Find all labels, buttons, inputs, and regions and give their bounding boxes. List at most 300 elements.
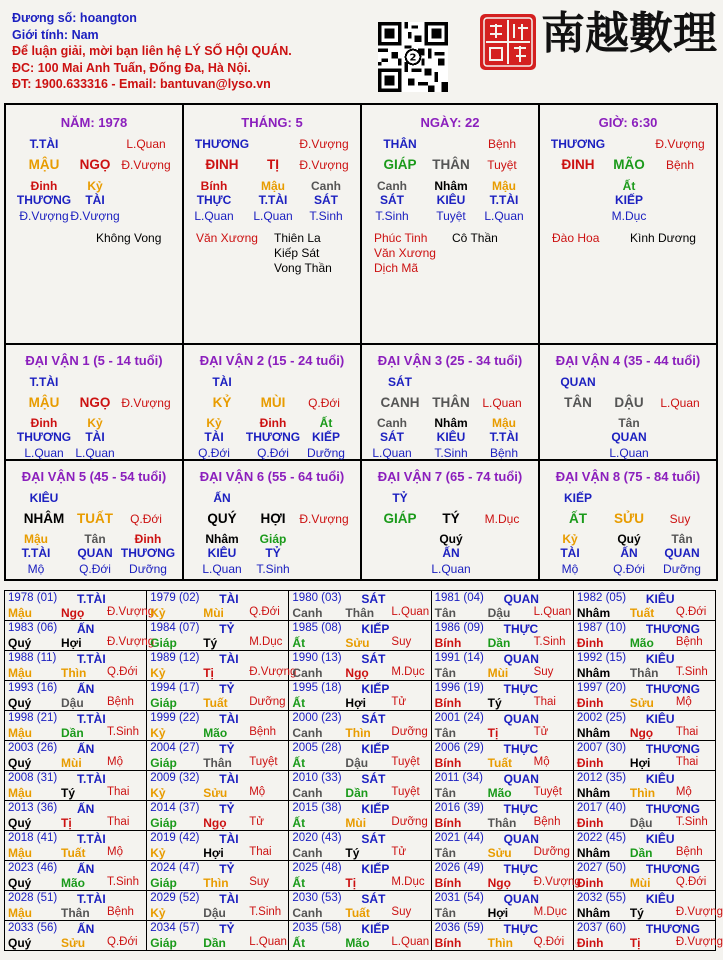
dai-van-top-god: KIÊU bbox=[29, 491, 59, 505]
hidden-god: SÁT bbox=[380, 430, 404, 444]
year-state: Đ.Vượng bbox=[533, 876, 581, 888]
star: Kiếp Sát bbox=[274, 246, 320, 260]
dai-van-state: L.Quan bbox=[660, 396, 700, 410]
year-stem: Tân bbox=[434, 906, 456, 920]
year-branch: Sửu bbox=[629, 696, 654, 710]
pillar-heavenly-stem: ĐINH bbox=[205, 157, 239, 172]
year-branch: Hợi bbox=[487, 906, 509, 920]
hidden-state: T.Sinh bbox=[434, 446, 468, 460]
dai-van-state: Đ.Vượng bbox=[299, 512, 349, 526]
year-god: TÀI bbox=[219, 892, 239, 906]
year-cell bbox=[574, 861, 716, 891]
dai-van-top-god: T.TÀI bbox=[29, 375, 59, 389]
year-branch: Dần bbox=[345, 786, 369, 800]
year-label: 1996 (19) bbox=[434, 682, 484, 694]
year-stem: Canh bbox=[292, 606, 323, 620]
year-state: Tử bbox=[249, 816, 264, 828]
year-branch: Tuất bbox=[203, 696, 228, 710]
year-label: 1990 (13) bbox=[292, 652, 342, 664]
year-cell bbox=[147, 831, 289, 861]
year-state: Dưỡng bbox=[533, 846, 570, 858]
hidden-god: KIÊU bbox=[207, 546, 237, 560]
hidden-state: Q.Đới bbox=[257, 446, 289, 460]
year-label: 2019 (42) bbox=[150, 832, 200, 844]
year-row bbox=[5, 801, 716, 831]
year-stem: Nhâm bbox=[576, 906, 611, 920]
hidden-god: KIÊU bbox=[436, 193, 466, 207]
year-state: Suy bbox=[249, 876, 270, 888]
year-stem: Tân bbox=[434, 666, 456, 680]
year-state: Tử bbox=[391, 846, 407, 858]
year-cell bbox=[147, 771, 289, 801]
year-branch: Dần bbox=[203, 936, 226, 950]
year-state: Mộ bbox=[107, 756, 123, 768]
year-label: 1982 (05) bbox=[576, 592, 627, 604]
year-cell bbox=[574, 891, 723, 921]
year-stem: Quý bbox=[8, 816, 32, 830]
year-label: 2017 (40) bbox=[576, 802, 627, 814]
year-branch: Thân bbox=[203, 756, 232, 770]
gender: Giới tính: Nam bbox=[12, 27, 99, 42]
year-god: THỰC bbox=[503, 862, 539, 876]
seal-stamp-icon bbox=[478, 12, 538, 72]
year-branch: Dậu bbox=[487, 606, 511, 620]
dai-van-state: Đ.Vượng bbox=[121, 396, 171, 410]
year-label: 2014 (37) bbox=[150, 802, 200, 814]
year-label: 1981 (04) bbox=[434, 592, 484, 604]
year-cell bbox=[147, 711, 289, 741]
year-stem: Kỷ bbox=[150, 906, 166, 920]
year-cell bbox=[5, 831, 147, 861]
hidden-stem: Mậu bbox=[261, 179, 285, 193]
pillar-top-god: THƯƠNG bbox=[550, 137, 606, 151]
hidden-state: Dưỡng bbox=[663, 562, 701, 576]
year-god: KIÊU bbox=[645, 772, 675, 786]
hidden-stem: Canh bbox=[377, 416, 407, 430]
dai-van-stem: ẤT bbox=[569, 511, 587, 526]
year-state: Đ.Vượng bbox=[107, 636, 155, 648]
hidden-stem: Đinh bbox=[259, 416, 287, 430]
year-god: TỶ bbox=[219, 742, 235, 756]
hidden-stem: Kỷ bbox=[87, 179, 103, 193]
pillar-top-god: THƯƠNG bbox=[194, 137, 250, 151]
year-god: KIẾP bbox=[361, 922, 390, 936]
year-cell bbox=[574, 621, 716, 651]
year-label: 1992 (15) bbox=[576, 652, 627, 664]
year-branch: Mão bbox=[345, 936, 370, 950]
hidden-god: THƯƠNG bbox=[16, 430, 72, 444]
year-label: 2036 (59) bbox=[434, 922, 484, 934]
year-branch: Hợi bbox=[203, 846, 224, 860]
dai-van-state: Q.Đới bbox=[308, 396, 340, 410]
dai-van-cell bbox=[540, 461, 718, 581]
year-label: 1991 (14) bbox=[434, 652, 484, 664]
year-god: TÀI bbox=[219, 832, 239, 846]
year-god: QUAN bbox=[503, 892, 539, 906]
year-stem: Bính bbox=[434, 696, 462, 710]
pillar-top-state: L.Quan bbox=[126, 137, 166, 151]
year-stem: Bính bbox=[434, 816, 462, 830]
hidden-god: KIÊU bbox=[436, 430, 466, 444]
year-label: 2020 (43) bbox=[292, 832, 342, 844]
year-state: Tử bbox=[391, 696, 407, 708]
year-cell bbox=[432, 681, 574, 711]
year-cell bbox=[5, 711, 147, 741]
year-branch: Dậu bbox=[629, 816, 653, 830]
year-stem: Ất bbox=[292, 636, 306, 650]
year-label: 2013 (36) bbox=[8, 802, 58, 814]
year-branch: Tuất bbox=[345, 906, 370, 920]
year-branch: Dậu bbox=[203, 906, 226, 920]
hidden-state: Q.Đới bbox=[613, 562, 645, 576]
year-cell bbox=[289, 891, 431, 921]
dai-van-title: ĐẠI VẬN 7 (65 - 74 tuổi) bbox=[377, 469, 523, 484]
year-state: M.Dục bbox=[533, 906, 567, 918]
dai-van-top-god: KIẾP bbox=[563, 491, 592, 505]
year-label: 2034 (57) bbox=[150, 922, 200, 934]
year-stem: Giáp bbox=[150, 876, 177, 890]
year-stem: Giáp bbox=[150, 816, 177, 830]
hidden-stem: Đinh bbox=[30, 179, 58, 193]
year-stem: Quý bbox=[8, 696, 32, 710]
hidden-state: L.Quan bbox=[194, 209, 234, 223]
dai-van-title: ĐẠI VẬN 4 (35 - 44 tuổi) bbox=[555, 353, 701, 368]
year-god: SÁT bbox=[361, 892, 386, 906]
year-branch: Sửu bbox=[61, 936, 86, 950]
year-god: SÁT bbox=[361, 652, 386, 666]
year-row bbox=[5, 741, 716, 771]
year-branch: Thìn bbox=[61, 666, 87, 680]
hidden-state: Q.Đới bbox=[79, 562, 111, 576]
dai-van-state: M.Dục bbox=[484, 512, 520, 526]
pillar-earthly-branch: THÂN bbox=[432, 157, 470, 172]
year-row bbox=[5, 861, 716, 891]
year-stem: Tân bbox=[434, 786, 456, 800]
year-label: 1987 (10) bbox=[576, 622, 627, 634]
year-branch: Mùi bbox=[345, 816, 367, 830]
dai-van-grid bbox=[4, 343, 718, 581]
year-cell bbox=[289, 801, 431, 831]
pillar-top-god: T.TÀI bbox=[29, 137, 59, 151]
year-label: 2004 (27) bbox=[150, 742, 200, 754]
year-state: T.Sinh bbox=[107, 876, 139, 888]
year-cell bbox=[432, 591, 574, 621]
hidden-god: T.TÀI bbox=[21, 546, 51, 560]
year-branch: Sửu bbox=[203, 786, 228, 800]
hidden-god: T.TÀI bbox=[489, 430, 519, 444]
year-stem: Mậu bbox=[8, 846, 32, 860]
hidden-god: THƯƠNG bbox=[245, 430, 301, 444]
dai-van-title: ĐẠI VẬN 5 (45 - 54 tuổi) bbox=[21, 469, 167, 484]
year-cell bbox=[147, 741, 289, 771]
hidden-god: TÀI bbox=[204, 430, 224, 444]
star-red: Phúc Tinh bbox=[374, 231, 428, 245]
hidden-god: KIẾP bbox=[614, 193, 643, 207]
year-label: 2029 (52) bbox=[150, 892, 200, 904]
pillar-branch-state: Đ.Vượng bbox=[299, 158, 349, 172]
year-state: T.Sinh bbox=[249, 906, 282, 918]
year-label: 2023 (46) bbox=[8, 862, 58, 874]
year-label: 1984 (07) bbox=[150, 622, 200, 634]
year-branch: Mão bbox=[629, 636, 654, 650]
year-branch: Thìn bbox=[629, 786, 656, 800]
year-god: T.TÀI bbox=[77, 592, 106, 606]
year-cell bbox=[432, 621, 574, 651]
year-state: M.Dục bbox=[391, 666, 425, 678]
hidden-stem: Quý bbox=[617, 532, 641, 546]
year-branch: Tị bbox=[345, 876, 357, 890]
hidden-god: T.TÀI bbox=[258, 193, 288, 207]
dai-van-stem: MẬU bbox=[28, 395, 60, 410]
pillar-heavenly-stem: GIÁP bbox=[383, 157, 417, 172]
year-branch: Tý bbox=[203, 636, 218, 650]
year-state: Bệnh bbox=[675, 846, 703, 858]
year-label: 2005 (28) bbox=[292, 742, 342, 754]
hidden-state: L.Quan bbox=[75, 446, 115, 460]
star-red: Dịch Mã bbox=[374, 261, 419, 275]
year-stem: Đinh bbox=[576, 816, 604, 830]
year-god: TỶ bbox=[219, 802, 235, 816]
star-red: Văn Xương bbox=[196, 231, 258, 245]
year-state: Q.Đới bbox=[107, 666, 138, 678]
yearly-table bbox=[4, 590, 723, 951]
year-god: THỰC bbox=[503, 922, 539, 936]
dai-van-top-god: SÁT bbox=[388, 375, 412, 389]
year-cell bbox=[289, 621, 431, 651]
year-god: KIẾP bbox=[361, 802, 390, 816]
year-state: L.Quan bbox=[533, 606, 572, 618]
hidden-stem: Tân bbox=[618, 416, 640, 430]
dai-van-cell bbox=[6, 345, 184, 461]
year-label: 2024 (47) bbox=[150, 862, 200, 874]
dai-van-cell bbox=[362, 461, 540, 581]
year-god: THƯƠNG bbox=[645, 862, 700, 876]
year-label: 2010 (33) bbox=[292, 772, 342, 784]
year-stem: Canh bbox=[292, 786, 323, 800]
year-label: 2015 (38) bbox=[292, 802, 342, 814]
year-label: 2000 (23) bbox=[292, 712, 342, 724]
hidden-stem: Bính bbox=[200, 179, 228, 193]
year-god: KIẾP bbox=[361, 862, 390, 876]
year-state: L.Quan bbox=[391, 606, 430, 618]
year-cell bbox=[574, 591, 716, 621]
year-god: ẤN bbox=[77, 622, 95, 636]
year-stem: Bính bbox=[434, 936, 462, 950]
hidden-stem: Quý bbox=[439, 532, 463, 546]
hidden-state: M.Dục bbox=[611, 209, 647, 223]
year-label: 1979 (02) bbox=[150, 592, 200, 604]
year-branch: Dậu bbox=[61, 696, 84, 710]
year-row bbox=[5, 681, 716, 711]
hidden-state: Q.Đới bbox=[198, 446, 230, 460]
year-cell bbox=[5, 801, 147, 831]
hidden-god: TÀI bbox=[85, 430, 105, 444]
hidden-god: T.TÀI bbox=[489, 193, 519, 207]
year-state: Bệnh bbox=[675, 636, 703, 648]
year-cell bbox=[289, 591, 431, 621]
contact-line: Để luận giải, mời bạn liên hệ LÝ SỐ HỘI QUÁN. bbox=[12, 44, 292, 58]
hidden-state: L.Quan bbox=[24, 446, 64, 460]
year-branch: Sửu bbox=[345, 636, 370, 650]
dai-van-stem: NHÂM bbox=[23, 511, 65, 526]
owner-name: Đương số: hoangton bbox=[12, 11, 137, 25]
year-branch: Mùi bbox=[203, 606, 224, 620]
hidden-stem: Tân bbox=[84, 532, 106, 546]
year-state: T.Sinh bbox=[533, 636, 566, 648]
pillar-top-state: Bệnh bbox=[487, 137, 517, 151]
year-cell bbox=[432, 891, 574, 921]
year-god: ẤN bbox=[77, 802, 95, 816]
hidden-stem: Ất bbox=[622, 179, 636, 193]
year-cell bbox=[289, 741, 431, 771]
year-branch: Tý bbox=[61, 786, 76, 800]
year-god: THỰC bbox=[503, 622, 539, 636]
year-row bbox=[5, 891, 723, 921]
hidden-stem: Kỷ bbox=[87, 416, 103, 430]
year-stem: Canh bbox=[292, 726, 323, 740]
year-god: QUAN bbox=[503, 772, 539, 786]
year-cell bbox=[289, 711, 431, 741]
dai-van-branch: TÝ bbox=[442, 511, 460, 526]
year-god: T.TÀI bbox=[77, 712, 106, 726]
year-stem: Kỷ bbox=[150, 846, 166, 860]
year-cell bbox=[5, 681, 147, 711]
year-branch: Hợi bbox=[345, 696, 366, 710]
year-god: KIẾP bbox=[361, 682, 390, 696]
year-stem: Ất bbox=[292, 816, 306, 830]
year-label: 2008 (31) bbox=[8, 772, 58, 784]
year-state: Tuyệt bbox=[391, 756, 420, 768]
year-stem: Mậu bbox=[8, 606, 32, 620]
year-stem: Ất bbox=[292, 876, 306, 890]
year-label: 1986 (09) bbox=[434, 622, 484, 634]
hidden-state: Mộ bbox=[561, 562, 579, 576]
year-god: QUAN bbox=[503, 832, 539, 846]
year-cell bbox=[574, 801, 716, 831]
year-branch: Tý bbox=[629, 906, 644, 920]
year-cell bbox=[574, 651, 716, 681]
year-god: THƯƠNG bbox=[645, 622, 700, 636]
year-state: Tuyệt bbox=[533, 786, 562, 798]
year-state: Mộ bbox=[675, 696, 692, 708]
year-cell bbox=[5, 651, 147, 681]
year-god: SÁT bbox=[361, 712, 386, 726]
year-cell bbox=[574, 921, 723, 951]
year-stem: Đinh bbox=[576, 696, 604, 710]
year-row bbox=[5, 831, 716, 861]
hidden-stem: Mậu bbox=[24, 532, 48, 546]
year-row bbox=[5, 921, 723, 951]
hidden-stem: Tân bbox=[671, 532, 693, 546]
year-branch: Hợi bbox=[629, 756, 651, 770]
year-state: Tử bbox=[533, 726, 549, 738]
hidden-state: Bệnh bbox=[489, 446, 519, 460]
year-label: 1985 (08) bbox=[292, 622, 342, 634]
year-label: 2022 (45) bbox=[576, 832, 627, 844]
year-god: THƯƠNG bbox=[645, 742, 700, 756]
star: Kình Dương bbox=[630, 231, 696, 245]
year-label: 2001 (24) bbox=[434, 712, 484, 724]
hidden-stem: Đinh bbox=[134, 532, 162, 546]
year-stem: Đinh bbox=[576, 876, 604, 890]
dai-van-stem: KỶ bbox=[212, 395, 232, 410]
year-god: TỶ bbox=[219, 862, 235, 876]
year-god: KIẾP bbox=[361, 742, 390, 756]
year-stem: Bính bbox=[434, 876, 462, 890]
year-cell bbox=[432, 861, 581, 891]
year-god: TỶ bbox=[219, 682, 235, 696]
year-branch: Sửu bbox=[487, 846, 512, 860]
dai-van-state: L.Quan bbox=[482, 396, 522, 410]
pillar-title: THÁNG: 5 bbox=[241, 115, 303, 130]
year-stem: Canh bbox=[292, 666, 323, 680]
dai-van-branch: DẬU bbox=[614, 395, 644, 410]
year-state: Mộ bbox=[249, 786, 266, 798]
year-cell bbox=[5, 921, 147, 951]
year-label: 2016 (39) bbox=[434, 802, 484, 814]
year-stem: Đinh bbox=[576, 936, 604, 950]
year-cell bbox=[574, 711, 716, 741]
year-branch: Thìn bbox=[345, 726, 371, 740]
year-branch: Thân bbox=[345, 606, 375, 620]
hidden-state: Dưỡng bbox=[129, 562, 167, 576]
year-branch: Dần bbox=[61, 726, 84, 740]
year-stem: Ất bbox=[292, 696, 306, 710]
hidden-god: ẤN bbox=[620, 546, 638, 560]
year-god: THỰC bbox=[503, 802, 539, 816]
brand-logo-text: 南越數理 bbox=[541, 8, 717, 59]
hidden-god: THƯƠNG bbox=[16, 193, 72, 207]
year-god: QUAN bbox=[503, 592, 539, 606]
year-branch: Tý bbox=[345, 846, 360, 860]
dai-van-top-god: QUAN bbox=[560, 375, 596, 389]
year-cell bbox=[147, 891, 289, 921]
dai-van-top-god: TỶ bbox=[392, 491, 408, 505]
year-cell bbox=[5, 891, 147, 921]
year-state: Thai bbox=[249, 846, 272, 858]
hidden-state: L.Quan bbox=[372, 446, 412, 460]
hidden-state: L.Quan bbox=[484, 209, 524, 223]
year-state: Tuyệt bbox=[249, 756, 278, 768]
dai-van-branch: THÂN bbox=[432, 395, 470, 410]
year-cell bbox=[289, 861, 431, 891]
dai-van-title: ĐẠI VẬN 2 (15 - 24 tuổi) bbox=[199, 353, 345, 368]
year-god: T.TÀI bbox=[77, 652, 106, 666]
year-state: Q.Đới bbox=[533, 936, 565, 948]
year-cell bbox=[147, 861, 289, 891]
pillar-branch-state: Bệnh bbox=[665, 158, 695, 172]
year-cell bbox=[147, 801, 289, 831]
hidden-stem: Mậu bbox=[492, 416, 516, 430]
year-state: Suy bbox=[391, 636, 412, 648]
year-cell bbox=[147, 651, 297, 681]
year-label: 1978 (01) bbox=[8, 592, 58, 604]
year-state: Thai bbox=[675, 726, 699, 738]
year-god: TÀI bbox=[219, 772, 239, 786]
year-state: Đ.Vượng bbox=[249, 666, 297, 678]
year-cell bbox=[289, 651, 431, 681]
dai-van-state: Q.Đới bbox=[130, 512, 162, 526]
hidden-stem: Giáp bbox=[259, 532, 287, 546]
year-stem: Tân bbox=[434, 726, 456, 740]
year-cell bbox=[574, 831, 716, 861]
year-branch: Mùi bbox=[487, 666, 509, 680]
year-label: 2032 (55) bbox=[576, 892, 627, 904]
hidden-stem: Mậu bbox=[492, 179, 516, 193]
year-label: 2031 (54) bbox=[434, 892, 484, 904]
year-cell bbox=[432, 921, 574, 951]
hidden-god: TÀI bbox=[560, 546, 580, 560]
